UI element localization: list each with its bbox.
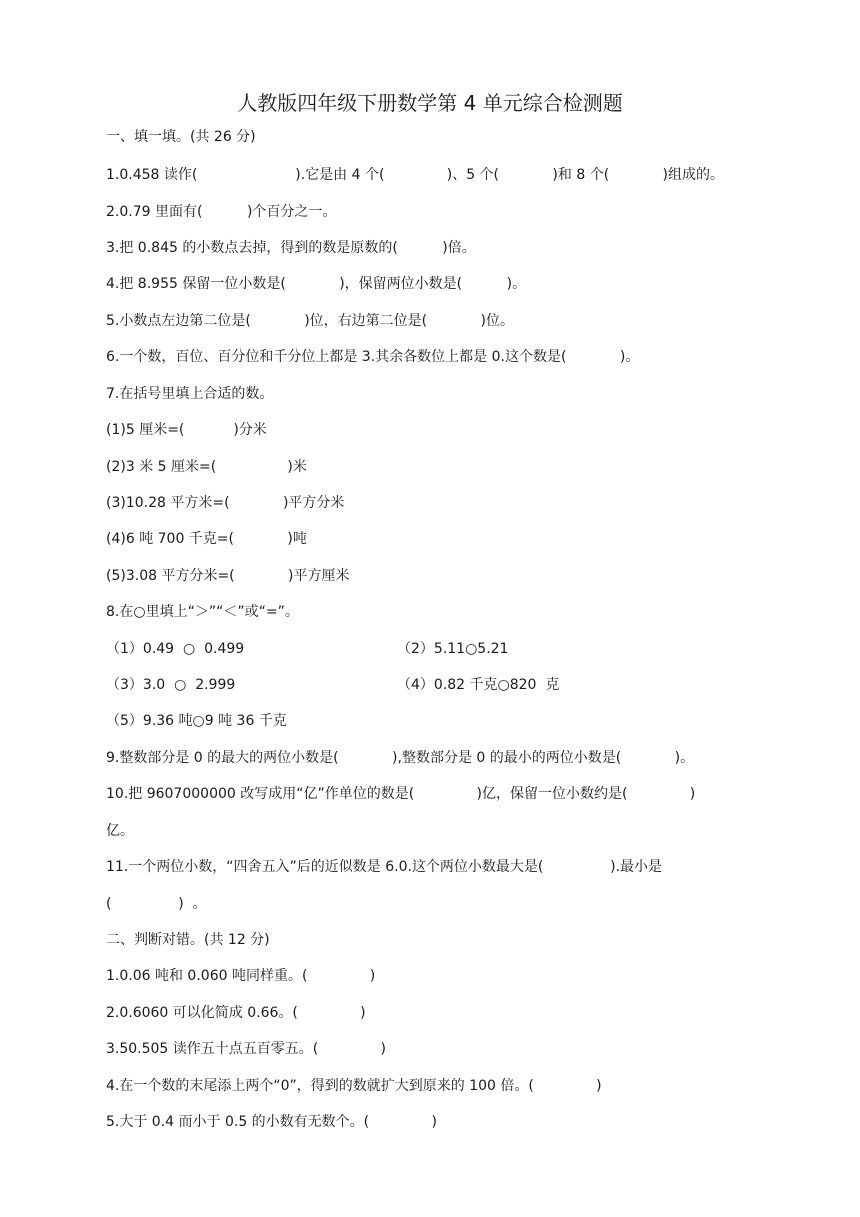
question-7-4: (4)6 吨 700 千克=( )吨 [106,531,307,547]
question-8-2: （2）5.11○5.21 [397,641,509,657]
question-8-4: （4）0.82 千克○820 克 [397,677,560,693]
question-8-1: （1）0.49 ○ 0.499 [106,641,245,657]
question-10: 10.把 9607000000 改写成用“亿”作单位的数是( )亿，保留一位小数约是( ) [106,786,696,802]
judge-4: 4.在一个数的末尾添上两个“0”，得到的数就扩大到原来的 100 倍。( ) [106,1078,602,1094]
question-11-continued: ( ) 。 [106,896,207,912]
judge-3: 3.50.505 读作五十点五百零五。( ) [106,1041,387,1057]
section-2-heading: 二、判断对错。(共 12 分) [106,932,270,948]
question-5: 5.小数点左边第二位是( )位，右边第二位是( )位。 [106,313,515,329]
question-1: 1.0.458 读作( ).它是由 4 个( )、5 个( )和 8 个( )组成的。 [106,167,725,183]
question-8-5: （5）9.36 吨○9 吨 36 千克 [106,713,287,729]
question-8-3: （3）3.0 ○ 2.999 [106,677,236,693]
question-3: 3.把 0.845 的小数点去掉，得到的数是原数的( )倍。 [106,240,476,256]
question-7-3: (3)10.28 平方米=( )平方分米 [106,495,345,511]
judge-5: 5.大于 0.4 而小于 0.5 的小数有无数个。( ) [106,1114,437,1130]
question-4: 4.把 8.955 保留一位小数是( )，保留两位小数是( )。 [106,276,527,292]
question-2: 2.0.79 里面有( )个百分之一。 [106,204,337,220]
question-11: 11.一个两位小数，“四舍五入”后的近似数是 6.0.这个两位小数最大是( ).最小是 [106,859,663,875]
question-7-5: (5)3.08 平方分米=( )平方厘米 [106,568,350,584]
question-7-2: (2)3 米 5 厘米=( )米 [106,459,307,475]
judge-2: 2.0.6060 可以化简成 0.66。( ) [106,1005,366,1021]
section-1-heading: 一、填一填。(共 26 分) [106,129,256,145]
worksheet-title: 人教版四年级下册数学第 4 单元综合检测题 [237,91,623,115]
question-8: 8.在○里填上“＞”“＜”或“=”。 [106,604,299,620]
question-6: 6.一个数，百位、百分位和千分位上都是 3.其余各数位上都是 0.这个数是( )。 [106,349,640,365]
question-9: 9.整数部分是 0 的最大的两位小数是( ),整数部分是 0 的最小的两位小数是( )。 [106,750,695,766]
question-10-continued: 亿。 [106,823,134,839]
judge-1: 1.0.06 吨和 0.060 吨同样重。( ) [106,968,376,984]
question-7-1: (1)5 厘米=( )分米 [106,422,267,438]
question-7: 7.在括号里填上合适的数。 [106,386,274,402]
